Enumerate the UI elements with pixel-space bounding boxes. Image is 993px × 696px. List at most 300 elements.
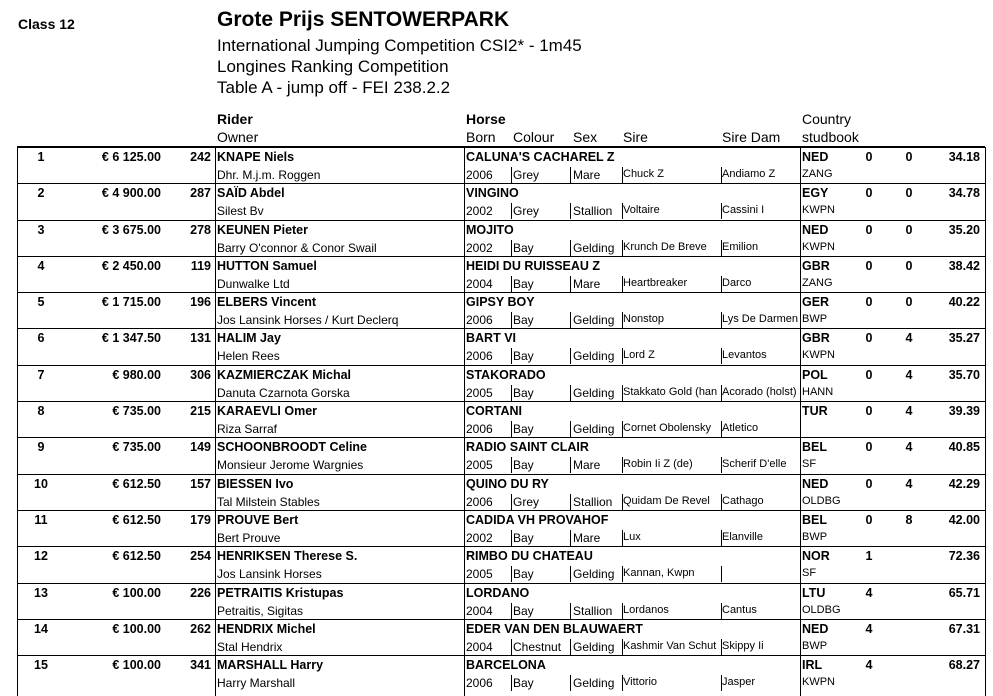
sex-cell: Mare [573, 276, 601, 291]
header-colour: Colour [513, 129, 555, 145]
detail-separator [511, 203, 512, 219]
born-cell: 2006 [466, 313, 493, 328]
prize-cell: € 980.00 [112, 367, 161, 382]
rider-cell: KEUNEN Pieter [217, 222, 308, 237]
sire-cell: Robin Ii Z (de) [623, 458, 693, 471]
detail-separator [570, 603, 571, 619]
colour-cell: Bay [513, 603, 534, 618]
time-cell: 40.22 [948, 295, 980, 310]
bib-number-cell: 254 [190, 549, 211, 564]
country-cell: TUR [802, 404, 828, 419]
owner-cell: Dunwalke Ltd [217, 276, 290, 291]
rank-cell: 9 [37, 440, 45, 455]
detail-separator [511, 348, 512, 364]
sex-cell: Gelding [573, 422, 615, 437]
rank-cell: 14 [34, 621, 48, 636]
detail-separator [721, 421, 722, 437]
horse-cell: RADIO SAINT CLAIR [466, 440, 589, 455]
detail-separator [721, 603, 722, 619]
detail-separator [622, 203, 623, 219]
table-row [17, 583, 985, 619]
detail-separator [622, 421, 623, 437]
colour-cell: Bay [513, 385, 534, 400]
detail-separator [622, 385, 623, 401]
time-cell: 42.00 [948, 512, 980, 527]
detail-separator [570, 639, 571, 655]
detail-separator [622, 167, 623, 183]
rider-cell: MARSHALL Harry [217, 658, 324, 673]
horse-cell: HEIDI DU RUISSEAU Z [466, 258, 601, 273]
faults-jumpoff-cell: 4 [905, 476, 913, 491]
table-row [17, 510, 985, 546]
horse-cell: STAKORADO [466, 367, 546, 382]
sex-cell: Mare [573, 168, 601, 182]
detail-separator [622, 348, 623, 364]
bib-number-cell: 196 [190, 295, 211, 310]
detail-separator [721, 276, 722, 292]
page-title: Grote Prijs SENTOWERPARK [217, 8, 510, 31]
owner-cell: Jos Lansink Horses / Kurt Declerq [217, 313, 399, 328]
time-cell: 35.20 [948, 222, 980, 237]
faults-round1-cell: 0 [865, 150, 873, 164]
bib-number-cell: 278 [190, 222, 211, 237]
studbook-cell: BWP [802, 313, 828, 326]
prize-cell: € 612.50 [112, 549, 161, 564]
born-cell: 2002 [466, 530, 493, 545]
colour-cell: Grey [513, 168, 540, 182]
detail-separator [622, 276, 623, 292]
detail-separator [570, 566, 571, 582]
detail-separator [511, 457, 512, 473]
detail-separator [570, 675, 571, 691]
faults-jumpoff-cell: 0 [905, 295, 913, 310]
sire-dam-cell: Elanville [722, 530, 763, 543]
country-cell: BEL [802, 440, 827, 455]
detail-separator [622, 530, 623, 546]
studbook-cell: ZANG [802, 168, 833, 180]
bib-number-cell: 157 [190, 476, 211, 491]
rider-cell: HUTTON Samuel [217, 258, 317, 273]
owner-cell: Petraitis, Sigitas [217, 603, 304, 618]
bib-number-cell: 179 [190, 512, 211, 527]
rider-cell: ELBERS Vincent [217, 295, 317, 310]
born-cell: 2006 [466, 494, 493, 509]
detail-separator [570, 494, 571, 510]
detail-separator [721, 530, 722, 546]
table-row [17, 292, 985, 328]
prize-cell: € 1 715.00 [101, 295, 161, 310]
bib-number-cell: 131 [190, 331, 211, 346]
rank-cell: 8 [37, 404, 45, 419]
detail-separator [622, 494, 623, 510]
detail-separator [570, 385, 571, 401]
sire-dam-cell: Levantos [722, 349, 767, 362]
detail-separator [511, 639, 512, 655]
prize-cell: € 735.00 [112, 440, 161, 455]
country-cell: BEL [802, 512, 827, 527]
studbook-cell: SF [802, 567, 817, 580]
detail-separator [622, 566, 623, 582]
colour-cell: Bay [513, 276, 534, 291]
prize-cell: € 6 125.00 [101, 150, 161, 164]
rank-cell: 11 [34, 512, 48, 527]
colour-cell: Bay [513, 676, 534, 691]
rank-cell: 15 [34, 658, 48, 673]
faults-round1-cell: 0 [865, 258, 873, 273]
born-cell: 2005 [466, 458, 493, 473]
born-cell: 2004 [466, 639, 493, 654]
faults-round1-cell: 4 [865, 585, 873, 600]
time-cell: 67.31 [948, 621, 980, 636]
sire-cell: Voltaire [623, 204, 660, 217]
prize-cell: € 3 675.00 [101, 222, 161, 237]
detail-separator [511, 312, 512, 328]
table-row [17, 619, 985, 655]
owner-cell: Dhr. M.j.m. Roggen [217, 168, 321, 182]
header-studbook: studbook [802, 129, 859, 145]
country-cell: EGY [802, 186, 829, 201]
time-cell: 42.29 [948, 476, 980, 491]
faults-jumpoff-cell: 0 [905, 258, 913, 273]
subtitle-ranking: Longines Ranking Competition [217, 57, 449, 76]
colour-cell: Bay [513, 240, 534, 255]
studbook-cell: KWPN [802, 240, 835, 253]
table-row [17, 147, 985, 183]
faults-jumpoff-cell: 4 [905, 440, 913, 455]
detail-separator [622, 639, 623, 655]
detail-separator [721, 675, 722, 691]
sire-dam-cell: Skippy Ii [722, 639, 764, 652]
sire-cell: Nonstop [623, 313, 664, 326]
detail-separator [511, 167, 512, 183]
rank-cell: 5 [37, 295, 45, 310]
prize-cell: € 100.00 [112, 658, 161, 673]
detail-separator [721, 240, 722, 256]
header-sire: Sire [623, 129, 648, 145]
table-row [17, 365, 985, 401]
sire-dam-cell: Atletico [722, 422, 759, 435]
table-row [17, 401, 985, 437]
detail-separator [721, 203, 722, 219]
bib-number-cell: 215 [190, 404, 211, 419]
rider-cell: PROUVE Bert [217, 512, 299, 527]
horse-cell: CORTANI [466, 404, 523, 419]
sex-cell: Gelding [573, 567, 615, 582]
owner-cell: Danuta Czarnota Gorska [217, 385, 350, 400]
sire-cell: Vittorio [623, 676, 658, 689]
born-cell: 2004 [466, 603, 493, 618]
sex-cell: Gelding [573, 349, 615, 364]
header-horse: Horse [466, 111, 506, 127]
studbook-cell: KWPN [802, 204, 835, 217]
detail-separator [570, 457, 571, 473]
rank-cell: 6 [37, 331, 45, 346]
faults-round1-cell: 0 [865, 331, 873, 346]
sire-cell: Stakkato Gold (han [623, 385, 718, 398]
rider-cell: HALIM Jay [217, 331, 281, 346]
sire-cell: Lord Z [623, 349, 655, 362]
detail-separator [570, 421, 571, 437]
time-cell: 68.27 [948, 658, 980, 673]
faults-round1-cell: 0 [865, 440, 873, 455]
time-cell: 38.42 [948, 258, 980, 273]
owner-cell: Stal Hendrix [217, 639, 283, 654]
detail-separator [570, 167, 571, 183]
country-cell: GBR [802, 331, 830, 346]
faults-round1-cell: 0 [865, 295, 873, 310]
faults-round1-cell: 1 [865, 549, 873, 564]
detail-separator [570, 312, 571, 328]
country-cell: NED [802, 621, 829, 636]
studbook-cell: BWP [802, 530, 828, 543]
colour-cell: Bay [513, 422, 534, 437]
detail-separator [721, 566, 722, 582]
horse-cell: EDER VAN DEN BLAUWAERT [466, 621, 643, 636]
sire-dam-cell: Cantus [722, 603, 757, 616]
owner-cell: Bert Prouve [217, 530, 281, 545]
born-cell: 2002 [466, 240, 493, 255]
faults-round1-cell: 0 [865, 404, 873, 419]
bib-number-cell: 242 [190, 150, 211, 164]
prize-cell: € 1 347.50 [101, 331, 161, 346]
detail-separator [570, 276, 571, 292]
colour-cell: Grey [513, 494, 540, 509]
sire-dam-cell: Scherif D'elle [722, 458, 787, 471]
sire-cell: Lordanos [623, 603, 669, 616]
horse-cell: VINGINO [466, 186, 519, 201]
detail-separator [570, 203, 571, 219]
born-cell: 2004 [466, 276, 493, 291]
rider-cell: HENRIKSEN Therese S. [217, 549, 358, 564]
rank-cell: 4 [37, 258, 45, 273]
detail-separator [511, 421, 512, 437]
class-label: Class 12 [18, 16, 75, 32]
horse-cell: GIPSY BOY [466, 295, 535, 310]
country-cell: IRL [802, 658, 823, 673]
faults-jumpoff-cell: 8 [905, 512, 913, 527]
sex-cell: Mare [573, 530, 601, 545]
sire-dam-cell: Lys De Darmen [722, 313, 799, 326]
horse-cell: BART VI [466, 331, 516, 346]
faults-jumpoff-cell: 0 [905, 150, 913, 164]
rider-cell: KNAPE Niels [217, 150, 295, 164]
faults-round1-cell: 4 [865, 621, 873, 636]
colour-cell: Bay [513, 458, 534, 473]
sex-cell: Gelding [573, 240, 615, 255]
table-right-border [985, 147, 986, 696]
table-left-border [17, 147, 18, 696]
studbook-cell: HANN [802, 385, 834, 398]
sex-cell: Gelding [573, 676, 615, 691]
colour-cell: Bay [513, 530, 534, 545]
sire-dam-cell: Darco [722, 276, 752, 289]
sire-dam-cell: Acorado (holst) [722, 385, 797, 398]
born-cell: 2006 [466, 168, 493, 182]
table-row [17, 256, 985, 292]
sex-cell: Stallion [573, 603, 613, 618]
detail-separator [721, 494, 722, 510]
studbook-cell: SF [802, 458, 817, 471]
sire-cell: Cornet Obolensky [623, 422, 712, 435]
faults-round1-cell: 0 [865, 222, 873, 237]
time-cell: 72.36 [948, 549, 980, 564]
detail-separator [721, 385, 722, 401]
country-cell: NED [802, 222, 829, 237]
colour-cell: Bay [513, 313, 534, 328]
bib-number-cell: 262 [190, 621, 211, 636]
owner-cell: Barry O'connor & Conor Swail [217, 240, 377, 255]
rank-cell: 1 [37, 150, 45, 164]
owner-cell: Helen Rees [217, 349, 280, 364]
faults-round1-cell: 4 [865, 658, 873, 673]
faults-round1-cell: 0 [865, 476, 873, 491]
column-divider-horse [464, 147, 465, 696]
sire-cell: Lux [623, 530, 641, 543]
table-row [17, 220, 985, 256]
detail-separator [570, 530, 571, 546]
owner-cell: Tal Milstein Stables [217, 494, 320, 509]
faults-jumpoff-cell: 4 [905, 367, 913, 382]
faults-jumpoff-cell: 0 [905, 222, 913, 237]
born-cell: 2005 [466, 385, 493, 400]
detail-separator [511, 675, 512, 691]
table-row [17, 437, 985, 473]
sire-dam-cell: Cathago [722, 494, 764, 507]
header-rider: Rider [217, 111, 253, 127]
detail-separator [721, 167, 722, 183]
prize-cell: € 100.00 [112, 585, 161, 600]
horse-cell: RIMBO DU CHATEAU [466, 549, 593, 564]
time-cell: 35.70 [948, 367, 980, 382]
studbook-cell: OLDBG [802, 494, 841, 507]
country-cell: GER [802, 295, 830, 310]
detail-separator [721, 348, 722, 364]
sire-cell: Chuck Z [623, 168, 664, 180]
rider-cell: SCHOONBROODT Celine [217, 440, 368, 455]
owner-cell: Silest Bv [217, 204, 264, 219]
rank-cell: 2 [37, 186, 45, 201]
colour-cell: Bay [513, 567, 534, 582]
detail-separator [622, 675, 623, 691]
subtitle-table: Table A - jump off - FEI 238.2.2 [217, 78, 451, 97]
table-row [17, 328, 985, 364]
prize-cell: € 735.00 [112, 404, 161, 419]
horse-cell: CADIDA VH PROVAHOF [466, 512, 609, 527]
detail-separator [622, 603, 623, 619]
sex-cell: Stallion [573, 204, 613, 219]
rider-cell: BIESSEN Ivo [217, 476, 294, 491]
sire-dam-cell: Jasper [722, 676, 756, 689]
detail-separator [511, 566, 512, 582]
rider-cell: HENDRIX Michel [217, 621, 316, 636]
sire-cell: Krunch De Breve [623, 240, 707, 253]
rank-cell: 3 [37, 222, 45, 237]
country-cell: POL [802, 367, 828, 382]
born-cell: 2006 [466, 349, 493, 364]
studbook-cell: BWP [802, 639, 828, 652]
sex-cell: Gelding [573, 385, 615, 400]
detail-separator [622, 457, 623, 473]
horse-cell: BARCELONA [466, 658, 546, 673]
rider-cell: KARAEVLI Omer [217, 404, 318, 419]
sex-cell: Gelding [573, 313, 615, 328]
faults-round1-cell: 0 [865, 186, 873, 201]
born-cell: 2006 [466, 676, 493, 691]
detail-separator [622, 240, 623, 256]
header-sex: Sex [573, 129, 598, 145]
time-cell: 34.18 [948, 150, 980, 164]
sire-dam-cell: Andiamo Z [722, 168, 776, 180]
bib-number-cell: 149 [190, 440, 211, 455]
faults-round1-cell: 0 [865, 367, 873, 382]
colour-cell: Grey [513, 204, 540, 219]
prize-cell: € 612.50 [112, 476, 161, 491]
time-cell: 35.27 [948, 331, 980, 346]
horse-cell: LORDANO [466, 585, 530, 600]
studbook-cell: OLDBG [802, 603, 841, 616]
sire-dam-cell: Emilion [722, 240, 759, 253]
sire-cell: Kannan, Kwpn [623, 567, 695, 580]
rider-cell: PETRAITIS Kristupas [217, 585, 344, 600]
detail-separator [511, 240, 512, 256]
studbook-cell: ZANG [802, 276, 833, 289]
born-cell: 2005 [466, 567, 493, 582]
time-cell: 40.85 [948, 440, 980, 455]
studbook-cell: KWPN [802, 676, 835, 689]
sire-cell: Heartbreaker [623, 276, 688, 289]
horse-cell: QUINO DU RY [466, 476, 549, 491]
country-cell: GBR [802, 258, 830, 273]
rider-cell: SAÏD Abdel [217, 186, 285, 201]
rank-cell: 7 [37, 367, 45, 382]
time-cell: 65.71 [948, 585, 980, 600]
faults-round1-cell: 0 [865, 512, 873, 527]
sire-cell: Quidam De Revel [623, 494, 710, 507]
prize-cell: € 4 900.00 [101, 186, 161, 201]
born-cell: 2002 [466, 204, 493, 219]
faults-jumpoff-cell: 4 [905, 331, 913, 346]
prize-cell: € 100.00 [112, 621, 161, 636]
table-row [17, 655, 985, 691]
country-cell: NED [802, 150, 829, 164]
results-table [17, 147, 985, 691]
colour-cell: Bay [513, 349, 534, 364]
rank-cell: 13 [34, 585, 48, 600]
owner-cell: Riza Sarraf [217, 422, 278, 437]
detail-separator [721, 312, 722, 328]
header-country: Country [802, 111, 852, 127]
detail-separator [511, 385, 512, 401]
time-cell: 34.78 [948, 186, 980, 201]
detail-separator [721, 639, 722, 655]
sex-cell: Stallion [573, 494, 613, 509]
sire-cell: Kashmir Van Schut [623, 639, 717, 652]
header-owner: Owner [217, 129, 259, 145]
sire-dam-cell: Cassini I [722, 204, 765, 217]
horse-cell: MOJITO [466, 222, 514, 237]
time-cell: 39.39 [948, 404, 980, 419]
detail-separator [570, 240, 571, 256]
sex-cell: Mare [573, 458, 601, 473]
bib-number-cell: 226 [190, 585, 211, 600]
horse-cell: CALUNA'S CACHAREL Z [466, 150, 615, 164]
bib-number-cell: 119 [190, 258, 211, 273]
column-divider-country [800, 147, 801, 696]
detail-separator [511, 494, 512, 510]
detail-separator [511, 603, 512, 619]
country-cell: LTU [802, 585, 826, 600]
faults-jumpoff-cell: 4 [905, 404, 913, 419]
